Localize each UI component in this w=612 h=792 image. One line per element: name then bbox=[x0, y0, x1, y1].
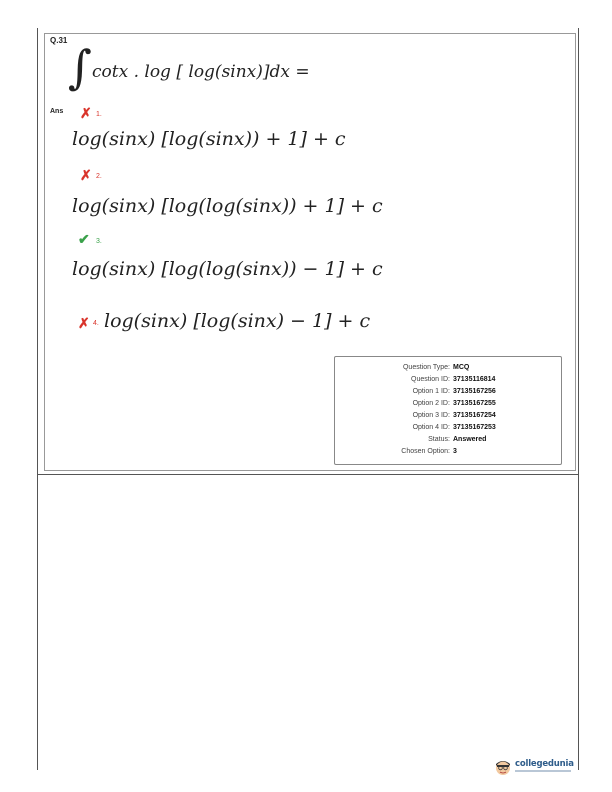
brand-tagline-bar bbox=[515, 770, 571, 772]
page-left-rule bbox=[37, 28, 38, 770]
info-colon: : bbox=[448, 424, 450, 431]
info-colon: : bbox=[448, 412, 450, 419]
info-key: Option 3 ID bbox=[412, 412, 448, 419]
option-2-number: 2. bbox=[96, 173, 102, 180]
option-4-number: 4. bbox=[93, 320, 99, 327]
mascot-logo-icon bbox=[494, 758, 512, 776]
info-row-question-id bbox=[335, 374, 561, 386]
info-row-status bbox=[335, 434, 561, 446]
info-key: Question Type bbox=[402, 364, 448, 371]
cross-icon: ✗ bbox=[80, 105, 92, 121]
info-colon: : bbox=[448, 364, 450, 371]
info-key: Option 1 ID bbox=[412, 388, 448, 395]
info-key: Status bbox=[428, 436, 448, 443]
info-value: 37135116814 bbox=[453, 376, 496, 383]
info-colon: : bbox=[448, 376, 450, 383]
info-row-option-3-id bbox=[335, 410, 561, 422]
info-value: Answered bbox=[453, 436, 487, 443]
option-3-text[interactable]: log(sinx) [log(log(sinx)) − 1] + c bbox=[72, 258, 383, 280]
checkmark-icon: ✔ bbox=[78, 231, 90, 247]
info-value: 37135167253 bbox=[453, 424, 496, 431]
info-colon: : bbox=[448, 436, 450, 443]
section-divider bbox=[37, 474, 579, 475]
info-key: Option 2 ID bbox=[412, 400, 448, 407]
info-key: Question ID bbox=[411, 376, 448, 383]
info-key: Option 4 ID bbox=[412, 424, 448, 431]
info-colon: : bbox=[448, 400, 450, 407]
info-colon: : bbox=[448, 388, 450, 395]
info-colon: : bbox=[448, 448, 450, 455]
info-value: 37135167256 bbox=[453, 388, 496, 395]
page-right-rule bbox=[578, 28, 579, 770]
option-2-text[interactable]: log(sinx) [log(log(sinx)) + 1] + c bbox=[72, 195, 383, 217]
info-value: 3 bbox=[453, 448, 457, 455]
info-key: Chosen Option bbox=[401, 448, 448, 455]
integral-sign: ∫ bbox=[68, 40, 92, 94]
option-1-number: 1. bbox=[96, 111, 102, 118]
option-4-text[interactable]: log(sinx) [log(sinx) − 1] + c bbox=[104, 310, 371, 332]
info-row-option-2-id bbox=[335, 398, 561, 410]
question-number: Q.31 bbox=[50, 36, 68, 45]
info-value: 37135167254 bbox=[453, 412, 496, 419]
info-value: 37135167255 bbox=[453, 400, 496, 407]
cross-icon: ✗ bbox=[78, 315, 90, 331]
option-3-number: 3. bbox=[96, 238, 102, 245]
info-value: MCQ bbox=[453, 364, 470, 371]
question-info-panel bbox=[334, 356, 562, 465]
info-row-option-4-id bbox=[335, 422, 561, 434]
answer-label: Ans bbox=[50, 108, 64, 115]
question-expression: cotx . log [ log(sinx)]dx = bbox=[92, 62, 310, 82]
info-row-option-1-id bbox=[335, 386, 561, 398]
brand-name: collegedunia bbox=[515, 759, 574, 769]
info-row-question-type bbox=[335, 362, 561, 374]
info-row-chosen-option bbox=[335, 446, 561, 458]
brand-watermark[interactable] bbox=[494, 756, 574, 780]
option-1-text[interactable]: log(sinx) [log(sinx)) + 1] + c bbox=[72, 128, 346, 150]
cross-icon: ✗ bbox=[80, 167, 92, 183]
